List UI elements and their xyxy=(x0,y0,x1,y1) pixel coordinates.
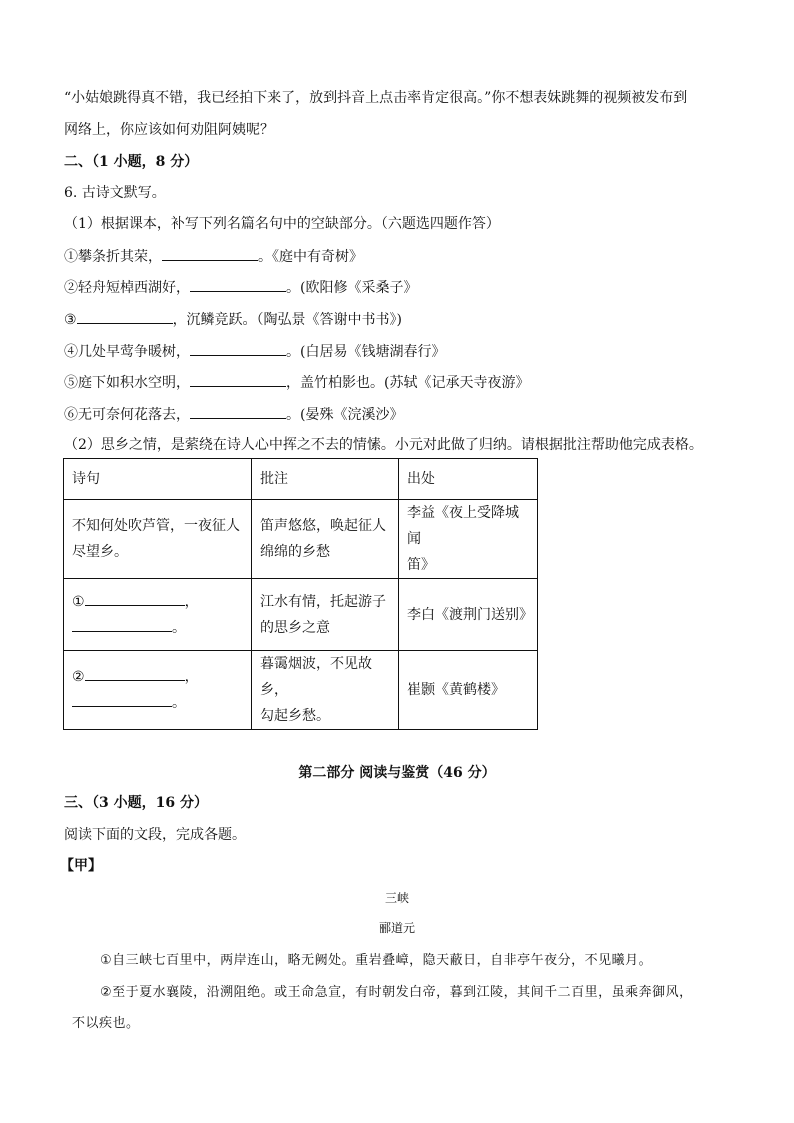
question-6-part-1: （1）根据课本，补写下列名篇名句中的空缺部分。（六题选四题作答） xyxy=(64,216,500,232)
answer-blank[interactable] xyxy=(190,342,286,356)
source-cell: 李益《夜上受降城闻 笛》 xyxy=(399,500,538,579)
verse-cell: 不知何处吹芦管，一夜征人 尽望乡。 xyxy=(64,500,252,579)
intro-line-2: 网络上，你应该如何劝阻阿姨呢？ xyxy=(64,122,274,138)
section3-heading: 三、（3 小题，16 分） xyxy=(64,795,208,811)
recitation-item-2: ②轻舟短棹西湖好， 。(欧阳修《采桑子》 xyxy=(64,280,418,296)
verse-cell: ② ， 。 xyxy=(64,651,252,730)
table-row xyxy=(64,579,538,651)
answer-blank[interactable] xyxy=(190,405,286,419)
recitation-item-5: ⑤庭下如积水空明， ，盖竹柏影也。(苏轼《记承天寺夜游》 xyxy=(64,375,530,391)
note-cell: 江水有情，托起游子 的思乡之意 xyxy=(252,579,399,651)
passage-author: 郦道元 xyxy=(378,921,415,935)
answer-blank[interactable] xyxy=(77,310,173,324)
answer-blank[interactable] xyxy=(162,247,258,261)
source-cell: 李白《渡荆门送别》 xyxy=(399,579,538,651)
homesick-poem-table xyxy=(63,458,538,730)
answer-blank[interactable] xyxy=(190,278,286,292)
note-cell: 暮霭烟波，不见故乡， 勾起乡愁。 xyxy=(252,651,399,730)
section2-heading: 二、（1 小题，8 分） xyxy=(64,154,199,170)
source-cell: 崔颢《黄鹤楼》 xyxy=(399,651,538,730)
question-6-part-2: （2）思乡之情，是萦绕在诗人心中挥之不去的情愫。小元对此做了归纳。请根据批注帮助他完成表格。 xyxy=(64,437,703,453)
note-cell: 笛声悠悠，唤起征人 绵绵的乡愁 xyxy=(252,500,399,579)
table-row xyxy=(64,500,538,579)
header-note: 批注 xyxy=(252,459,399,500)
answer-blank[interactable] xyxy=(85,667,185,681)
intro-line-1: “小姑娘跳得真不错，我已经拍下来了，放到抖音上点击率肯定很高。”你不想表妹跳舞的视频被发布到 xyxy=(64,90,688,106)
recitation-item-3: ③ ，沉鳞竞跃。（陶弘景《答谢中书书》) xyxy=(64,312,403,328)
part-2-title: 第二部分 阅读与鉴赏（46 分） xyxy=(298,765,496,781)
header-verse: 诗句 xyxy=(64,459,252,500)
answer-blank[interactable] xyxy=(85,592,185,606)
answer-blank[interactable] xyxy=(72,693,172,707)
recitation-item-6: ⑥无可奈何花落去， 。(晏殊《浣溪沙》 xyxy=(64,407,404,423)
header-source: 出处 xyxy=(399,459,538,500)
verse-cell: ① ， 。 xyxy=(64,579,252,651)
answer-blank[interactable] xyxy=(72,618,172,632)
passage-title: 三峡 xyxy=(384,891,409,905)
passage-paragraph-2-continued: 不以疾也。 xyxy=(72,1016,140,1031)
question-6-title: 6. 古诗文默写。 xyxy=(64,185,166,201)
passage-paragraph-1: ①自三峡七百里中，两岸连山，略无阙处。重岩叠嶂，隐天蔽日，自非亭午夜分，不见曦月。 xyxy=(100,953,653,968)
passage-label: 【甲】 xyxy=(60,858,102,874)
table-header-row xyxy=(64,459,538,500)
passage-paragraph-2: ②至于夏水襄陵，沿溯阻绝。或王命急宣，有时朝发白帝，暮到江陵，其间千二百里，虽乘奔御风， xyxy=(100,985,693,1000)
recitation-item-1: ①攀条折其荣， 。《庭中有奇树》 xyxy=(64,249,363,265)
table-row xyxy=(64,651,538,730)
recitation-item-4: ④几处早莺争暖树， 。(白居易《钱塘湖春行》 xyxy=(64,344,446,360)
reading-instruction: 阅读下面的文段，完成各题。 xyxy=(64,827,246,843)
answer-blank[interactable] xyxy=(190,373,286,387)
